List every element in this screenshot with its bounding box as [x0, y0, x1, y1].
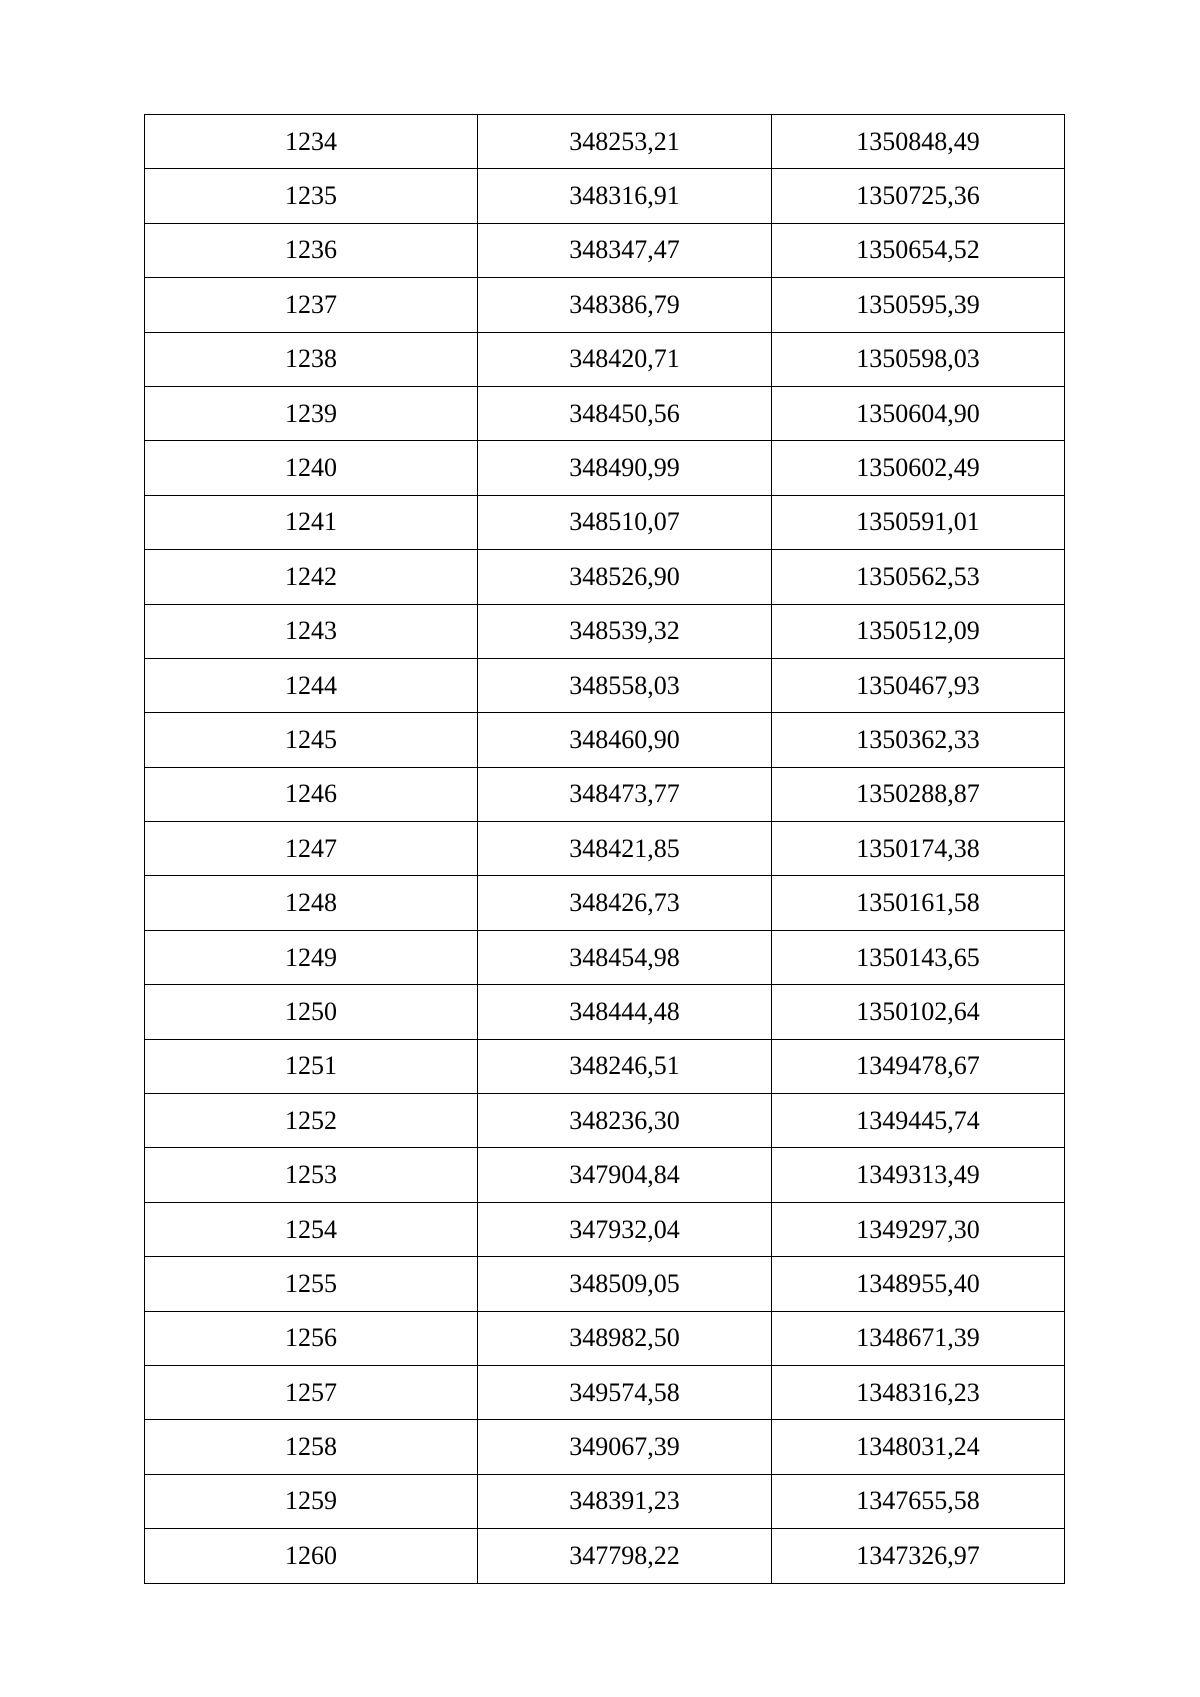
- y-coordinate-cell: 1348671,39: [772, 1311, 1065, 1365]
- y-coordinate-cell: 1350362,33: [772, 713, 1065, 767]
- y-coordinate-cell: 1350602,49: [772, 441, 1065, 495]
- x-coordinate-cell: 348510,07: [478, 495, 772, 549]
- table-row: [145, 1420, 1065, 1474]
- table-row: [145, 169, 1065, 223]
- y-coordinate-cell: 1350161,58: [772, 876, 1065, 930]
- y-coordinate-cell: 1348031,24: [772, 1420, 1065, 1474]
- table-row: [145, 876, 1065, 930]
- x-coordinate-cell: 348473,77: [478, 767, 772, 821]
- y-coordinate-cell: 1347655,58: [772, 1474, 1065, 1528]
- x-coordinate-cell: 348347,47: [478, 223, 772, 277]
- point-number-cell: 1252: [145, 1094, 478, 1148]
- y-coordinate-cell: 1348316,23: [772, 1365, 1065, 1419]
- x-coordinate-cell: 347904,84: [478, 1148, 772, 1202]
- coordinates-table-body: [145, 115, 1065, 1584]
- table-row: [145, 441, 1065, 495]
- table-row: [145, 1202, 1065, 1256]
- y-coordinate-cell: 1350512,09: [772, 604, 1065, 658]
- point-number-cell: 1240: [145, 441, 478, 495]
- point-number-cell: 1249: [145, 930, 478, 984]
- x-coordinate-cell: 348246,51: [478, 1039, 772, 1093]
- y-coordinate-cell: 1348955,40: [772, 1257, 1065, 1311]
- x-coordinate-cell: 348420,71: [478, 332, 772, 386]
- y-coordinate-cell: 1350591,01: [772, 495, 1065, 549]
- x-coordinate-cell: 348450,56: [478, 386, 772, 440]
- y-coordinate-cell: 1350595,39: [772, 278, 1065, 332]
- table-row: [145, 278, 1065, 332]
- table-row: [145, 1365, 1065, 1419]
- x-coordinate-cell: 347798,22: [478, 1529, 772, 1583]
- y-coordinate-cell: 1350848,49: [772, 115, 1065, 169]
- y-coordinate-cell: 1350725,36: [772, 169, 1065, 223]
- table-row: [145, 1039, 1065, 1093]
- table-row: [145, 223, 1065, 277]
- point-number-cell: 1245: [145, 713, 478, 767]
- table-row: [145, 822, 1065, 876]
- x-coordinate-cell: 348509,05: [478, 1257, 772, 1311]
- point-number-cell: 1244: [145, 658, 478, 712]
- point-number-cell: 1254: [145, 1202, 478, 1256]
- point-number-cell: 1259: [145, 1474, 478, 1528]
- point-number-cell: 1241: [145, 495, 478, 549]
- table-row: [145, 1148, 1065, 1202]
- y-coordinate-cell: 1350604,90: [772, 386, 1065, 440]
- table-row: [145, 1257, 1065, 1311]
- point-number-cell: 1253: [145, 1148, 478, 1202]
- table-row: [145, 985, 1065, 1039]
- coordinates-table: [144, 114, 1065, 1584]
- point-number-cell: 1236: [145, 223, 478, 277]
- x-coordinate-cell: 348444,48: [478, 985, 772, 1039]
- point-number-cell: 1237: [145, 278, 478, 332]
- point-number-cell: 1247: [145, 822, 478, 876]
- x-coordinate-cell: 348426,73: [478, 876, 772, 930]
- point-number-cell: 1251: [145, 1039, 478, 1093]
- x-coordinate-cell: 349574,58: [478, 1365, 772, 1419]
- y-coordinate-cell: 1350654,52: [772, 223, 1065, 277]
- y-coordinate-cell: 1350288,87: [772, 767, 1065, 821]
- point-number-cell: 1242: [145, 550, 478, 604]
- table-row: [145, 550, 1065, 604]
- table-row: [145, 658, 1065, 712]
- table-row: [145, 386, 1065, 440]
- point-number-cell: 1235: [145, 169, 478, 223]
- point-number-cell: 1238: [145, 332, 478, 386]
- table-row: [145, 604, 1065, 658]
- x-coordinate-cell: 348236,30: [478, 1094, 772, 1148]
- y-coordinate-cell: 1350562,53: [772, 550, 1065, 604]
- y-coordinate-cell: 1349478,67: [772, 1039, 1065, 1093]
- table-row: [145, 332, 1065, 386]
- y-coordinate-cell: 1350598,03: [772, 332, 1065, 386]
- x-coordinate-cell: 348490,99: [478, 441, 772, 495]
- table-row: [145, 713, 1065, 767]
- table-row: [145, 495, 1065, 549]
- table-row: [145, 767, 1065, 821]
- y-coordinate-cell: 1350102,64: [772, 985, 1065, 1039]
- x-coordinate-cell: 348982,50: [478, 1311, 772, 1365]
- table-row: [145, 1311, 1065, 1365]
- x-coordinate-cell: 348526,90: [478, 550, 772, 604]
- table-row: [145, 1094, 1065, 1148]
- y-coordinate-cell: 1350174,38: [772, 822, 1065, 876]
- x-coordinate-cell: 348539,32: [478, 604, 772, 658]
- table-row: [145, 1474, 1065, 1528]
- x-coordinate-cell: 348316,91: [478, 169, 772, 223]
- table-row: [145, 115, 1065, 169]
- point-number-cell: 1250: [145, 985, 478, 1039]
- point-number-cell: 1243: [145, 604, 478, 658]
- point-number-cell: 1258: [145, 1420, 478, 1474]
- x-coordinate-cell: 349067,39: [478, 1420, 772, 1474]
- point-number-cell: 1255: [145, 1257, 478, 1311]
- table-row: [145, 1529, 1065, 1583]
- y-coordinate-cell: 1349445,74: [772, 1094, 1065, 1148]
- x-coordinate-cell: 348558,03: [478, 658, 772, 712]
- point-number-cell: 1239: [145, 386, 478, 440]
- y-coordinate-cell: 1350467,93: [772, 658, 1065, 712]
- y-coordinate-cell: 1350143,65: [772, 930, 1065, 984]
- point-number-cell: 1256: [145, 1311, 478, 1365]
- x-coordinate-cell: 348454,98: [478, 930, 772, 984]
- point-number-cell: 1260: [145, 1529, 478, 1583]
- point-number-cell: 1257: [145, 1365, 478, 1419]
- y-coordinate-cell: 1349297,30: [772, 1202, 1065, 1256]
- point-number-cell: 1246: [145, 767, 478, 821]
- x-coordinate-cell: 348460,90: [478, 713, 772, 767]
- x-coordinate-cell: 348391,23: [478, 1474, 772, 1528]
- x-coordinate-cell: 348421,85: [478, 822, 772, 876]
- point-number-cell: 1234: [145, 115, 478, 169]
- x-coordinate-cell: 348386,79: [478, 278, 772, 332]
- y-coordinate-cell: 1349313,49: [772, 1148, 1065, 1202]
- point-number-cell: 1248: [145, 876, 478, 930]
- y-coordinate-cell: 1347326,97: [772, 1529, 1065, 1583]
- x-coordinate-cell: 348253,21: [478, 115, 772, 169]
- table-row: [145, 930, 1065, 984]
- x-coordinate-cell: 347932,04: [478, 1202, 772, 1256]
